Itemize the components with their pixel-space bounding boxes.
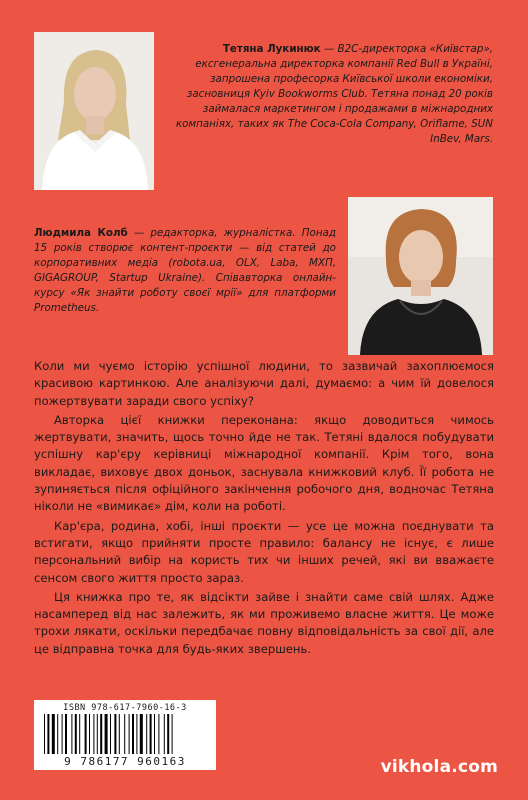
bio-text-tetiana: — B2C-директорка «Київстар», ексгенеральна директорка компанії Red Bull в Україні, запрошена професорка Київської школи економіки, засновниця Kyiv Bookworms Club. Тетяна понад 20 років займалася маркетингом і продажами в міжнародних компаніях, таких як The Coca-Cola Company, Oriflame, SUN InBev, Mars. [175, 43, 493, 145]
author-name-tetiana: Тетяна Лукинюк [222, 43, 321, 55]
bio-text-liudmyla: — редакторка, журналістка. Понад 15 років створює контент-проєкти — від статей до корпоративних медіа (robota.ua, OLX, Laba, МХП, GIGAGROUP, Startup Ukraine). Співавторка онлайн-курсу «Як знайти роботу своєї мрії» для платформи Prometheus. [34, 227, 336, 314]
bio-liudmyla [34, 226, 336, 331]
author-name-liudmyla: Людмила Колб [34, 227, 128, 239]
barcode-digits: 9 786177 960163 [64, 755, 186, 768]
description-paragraph: Авторка цієї книжки переконана: якщо доводиться чимось жертвувати, значить, щось точно йде не так. Тетяні вдалося побудувати успішну кар'єру керівниці міжнародної компанії. Крім того, вона викладає, виховує двох доньок, заснувала книжковий клуб. Її робота не зупиняється після офіційного закінчення робочого дня, водночас Тетяна ніколи не «вимикає» дім, коли на роботі. [34, 412, 494, 514]
book-description [34, 358, 494, 660]
isbn-barcode [34, 700, 216, 770]
publisher-website: vikhola.com [380, 757, 498, 777]
description-paragraph: Коли ми чуємо історію успішної людини, то зазвичай захоплюємося красивою картинкою. Але аналізуючи далі, думаємо: а чим їй довелося пожертвувати заради свого успіху? [34, 359, 494, 408]
bio-tetiana [165, 42, 493, 147]
author-photo-tetiana [34, 32, 154, 190]
barcode-bars [44, 714, 206, 754]
description-paragraph: Ця книжка про те, як відсікти зайве і знайти саме свій шлях. Адже насамперед від нас залежить, як ми проживемо власне життя. Це може трохи лякати, оскільки передбачає повну відповідальність за свої дії, але це відправна точка для будь-яких звершень. [34, 589, 494, 656]
isbn-label: ISBN 978-617-7960-16-3 [63, 703, 187, 713]
author-photo-liudmyla [348, 197, 493, 355]
description-paragraph: Кар'єра, родина, хобі, інші проєкти — усе це можна поєднувати та встигати, якщо прийняти просте правило: балансу не існує, є лише персональний вибір на користь тих чи інших речей, які ви вважаєте сенсом свого життя просто зараз. [34, 518, 494, 585]
